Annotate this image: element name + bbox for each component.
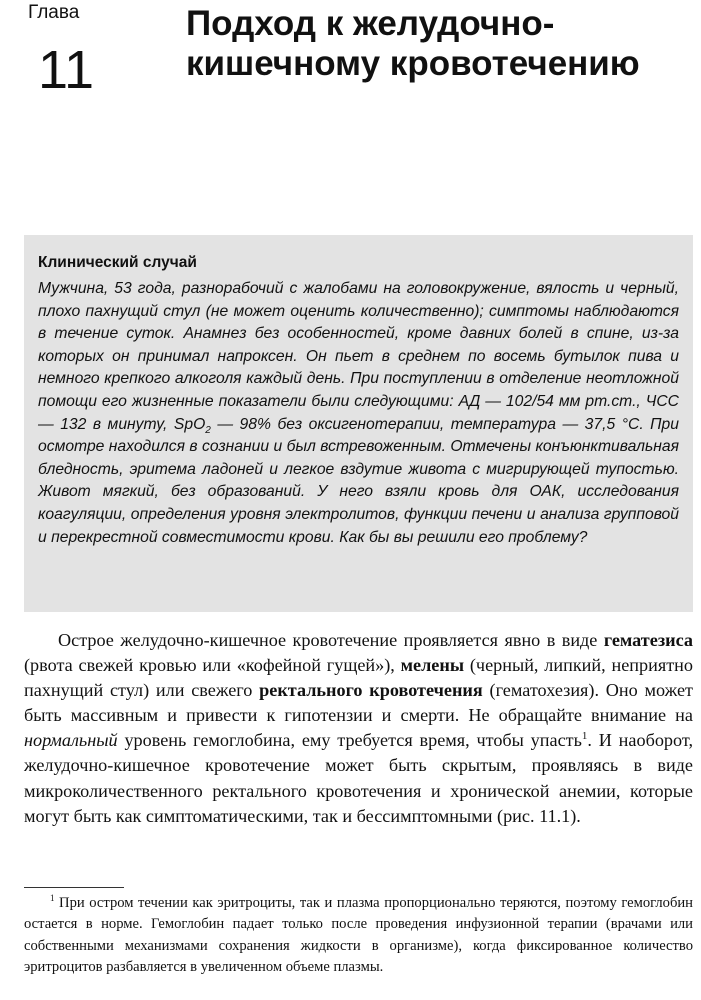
body-text: Острое желудочно-кишечное кровотечение проявляется явно в виде	[58, 630, 604, 650]
body-text: . И наоборот, желудочно-кишечное кровотечение может быть скрытым, проявляясь в виде микроколичественного ректального кровотечения и хронической анемии, которые могут быть как симптоматическими, так и бессимптомными (рис. 11.1).	[24, 730, 693, 826]
clinical-case-heading: Клинический случай	[38, 254, 197, 271]
term-melena: мелены	[400, 655, 465, 676]
term-rectal-bleeding: ректального кровотечения	[259, 680, 483, 701]
chapter-label: Глава	[28, 2, 80, 23]
body-text: (черный, липкий, неприятно пахнущий стул) или свежего	[24, 655, 693, 701]
emphasis-normal: нормальный	[24, 730, 118, 751]
footnote-reference[interactable]: 1	[581, 730, 588, 743]
spo2-subscript: 2	[205, 424, 211, 436]
clinical-case-text	[38, 278, 679, 549]
footnote	[24, 893, 693, 979]
footnote-divider	[24, 887, 124, 888]
body-text: (гематохезия). Оно может быть массивным и привести к гипотензии и смерти. Не обращайте внимание на	[24, 680, 694, 726]
chapter-title: Подход к желудочно-кишечному кровотечению	[186, 4, 640, 83]
body-paragraph	[24, 628, 693, 829]
body-text: уровень гемоглобина, ему требуется время, чтобы упасть	[117, 730, 582, 751]
footnote-text: При остром течении как эритроциты, так и плазма пропорционально теряются, поэтому гемоглобин остается в норме. Гемоглобин падает только после проведения инфузионной терапии (врачами или собственными механизмами сохранения жидкости в организме), когда фиксированное количество эритроцитов разбавляется в увеличенном объеме плазмы.	[24, 895, 693, 976]
chapter-number: 11	[38, 40, 95, 100]
case-text-part-1: Мужчина, 53 года, разнорабочий с жалобами на головокружение, вялость и черный, плохо пахнущий стул (не может оценить количественно); симптомы наблюдаются в течение суток. Анамнез без особенностей, кроме давних болей в спине, из-за которых он принимал напроксен. Он пьет в среднем по восемь бутылок пива и немного крепкого алкоголя каждый день. При поступлении в отделение неотложной помощи его жизненные показатели были следующими: АД — 102/54 мм рт.ст., ЧСС — 132 в минуту, SpO	[38, 280, 679, 433]
clinical-case-box	[24, 235, 693, 612]
case-text-part-2: — 98% без оксигенотерапии, температура — 37,5 °С. При осмотре находился в сознании и был встревоженным. Отмечены конъюнктивальная бледность, эритема ладоней и легкое вздутие живота с мигрирующей тупостью. Живот мягкий, без образований. У него взяли кровь для ОАК, исследования коагуляции, определения уровня электролитов, функции печени и анализа групповой и перекрестной совместимости крови. Как бы вы решили его проблему?	[38, 415, 679, 546]
footnote-marker: 1	[50, 893, 55, 904]
term-hematemesis: гематезиса	[603, 630, 693, 650]
body-text: (рвота свежей кровью или «кофейной гущей»),	[24, 655, 401, 676]
